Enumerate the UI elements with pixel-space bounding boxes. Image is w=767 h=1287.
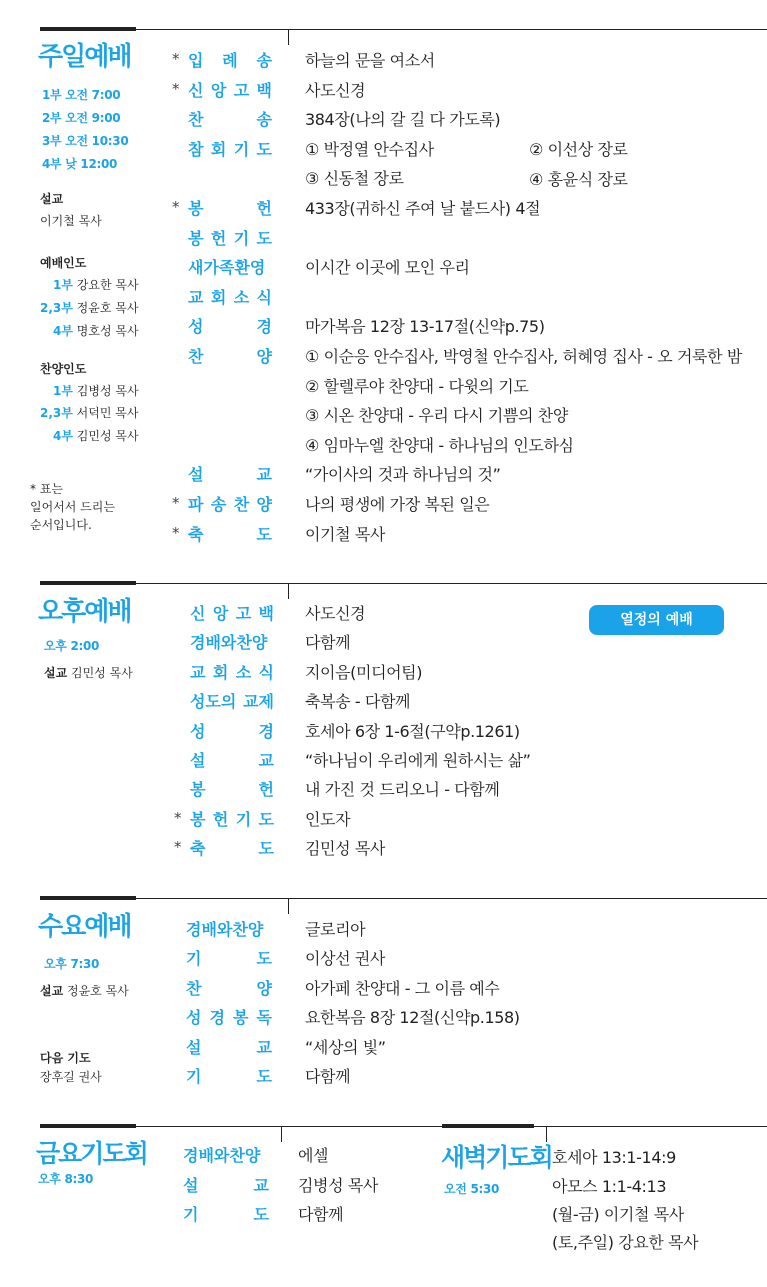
order-value: 다함께 xyxy=(305,633,351,653)
order-value: 이기철 목사 xyxy=(305,524,385,544)
friday-title: 금요기도회 xyxy=(36,1139,147,1168)
order-value: 김민성 목사 xyxy=(305,839,385,859)
leader-heading: 예배인도 xyxy=(40,256,87,270)
order-label: 설 교 xyxy=(188,465,272,485)
order-value: “세상의 빛” xyxy=(305,1037,386,1057)
section-rule xyxy=(136,29,767,30)
repent-right-2: ④ 홍윤식 장로 xyxy=(529,170,628,189)
order-label: 경배와찬양 xyxy=(190,633,268,653)
sunday-time-4: 4부 낮 12:00 xyxy=(42,157,118,171)
order-value: 다함께 xyxy=(305,1067,351,1086)
order-label: 파 송 찬 양 xyxy=(188,495,272,514)
section-rule xyxy=(136,583,767,584)
section-rule xyxy=(136,1126,442,1127)
next-prayer-heading: 다음 기도 xyxy=(40,1051,91,1065)
section-tick xyxy=(281,1126,282,1142)
order-value: 인도자 xyxy=(305,809,351,829)
note-line: 순서입니다. xyxy=(30,518,92,532)
order-label: 경배와찬양 xyxy=(183,1146,261,1165)
praise-item: 1부 김병성 목사 xyxy=(53,384,139,398)
repent-right-1: ② 이선상 장로 xyxy=(529,140,628,159)
order-label: 축 도 xyxy=(190,839,274,859)
leader-item: 2,3부 정윤호 목사 xyxy=(40,301,139,315)
order-value: ③ 신동철 장로 xyxy=(305,169,404,189)
order-value: 호세아 6장 1-6절(구약p.1261) xyxy=(305,721,520,741)
order-label: 설 교 xyxy=(190,751,274,770)
sunday-title: 주일예배 xyxy=(38,42,131,72)
wednesday-title: 수요예배 xyxy=(38,912,131,942)
section-rule-thick xyxy=(40,1124,136,1128)
section-rule-thick xyxy=(442,1124,534,1128)
sunday-time-2: 2부 오전 9:00 xyxy=(42,111,121,125)
dawn-line: 아모스 1:1-4:13 xyxy=(552,1177,667,1196)
next-prayer-name: 장후길 권사 xyxy=(40,1070,102,1084)
section-tick xyxy=(288,898,289,914)
order-label: 축 도 xyxy=(188,524,272,544)
order-label: 성 경 xyxy=(188,317,272,337)
standing-mark: * xyxy=(172,523,180,542)
order-label: 기 도 xyxy=(186,949,272,969)
friday-time: 오후 8:30 xyxy=(38,1172,94,1186)
order-label: 봉 헌 기 도 xyxy=(190,809,274,829)
passion-worship-badge: 열정의 예배 xyxy=(589,605,724,635)
order-value: “하나님이 우리에게 원하시는 삶” xyxy=(305,751,531,770)
standing-mark: * xyxy=(172,494,180,512)
order-label: 찬 송 xyxy=(188,110,272,130)
afternoon-title: 오후예배 xyxy=(38,597,131,627)
order-value: 384장(나의 갈 길 다 가도록) xyxy=(305,110,501,130)
wednesday-time: 오후 7:30 xyxy=(44,957,100,971)
order-label: 봉 헌 xyxy=(190,780,274,800)
afternoon-sermon: 설교 김민성 목사 xyxy=(44,666,133,680)
order-value: “가이사의 것과 하나님의 것” xyxy=(305,465,501,485)
order-value: 글로리아 xyxy=(305,920,366,939)
order-label: 교 회 소 식 xyxy=(188,287,272,307)
section-rule xyxy=(534,1126,767,1127)
order-label: 신 앙 고 백 xyxy=(188,80,272,100)
order-label: 성도의 교제 xyxy=(190,692,274,712)
standing-mark: * xyxy=(172,198,180,216)
order-label: 교 회 소 식 xyxy=(190,662,274,682)
praise-item: 2,3부 서덕민 목사 xyxy=(40,406,139,420)
order-label: 신 앙 고 백 xyxy=(190,604,274,623)
standing-mark: * xyxy=(174,838,182,857)
order-label: 찬 양 xyxy=(188,347,272,366)
order-value: 아가페 찬양대 - 그 이름 예수 xyxy=(305,978,500,998)
leader-item: 1부 강요한 목사 xyxy=(53,278,139,292)
order-value: 지이음(미디어팀) xyxy=(305,662,423,682)
order-value: ③ 시온 찬양대 - 우리 다시 기쁨의 찬양 xyxy=(305,406,568,426)
order-value: 사도신경 xyxy=(305,604,366,623)
order-label: 참 회 기 도 xyxy=(188,139,272,159)
order-value: 마가복음 12장 13-17절(신약p.75) xyxy=(305,317,545,337)
section-tick xyxy=(288,29,289,45)
order-label: 설 교 xyxy=(186,1037,272,1057)
order-label: 기 도 xyxy=(186,1067,272,1086)
dawn-line: 호세아 13:1-14:9 xyxy=(552,1148,676,1167)
order-value: 하늘의 문을 여소서 xyxy=(305,51,435,70)
section-rule-thick xyxy=(40,27,136,31)
order-value: 요한복음 8장 12절(신약p.158) xyxy=(305,1008,520,1028)
afternoon-time: 오후 2:00 xyxy=(44,639,100,653)
order-value: ① 이순응 안수집사, 박영철 안수집사, 허혜영 집사 - 오 거룩한 밤 xyxy=(305,347,742,366)
order-value: 축복송 - 다함께 xyxy=(305,692,411,712)
dawn-line: (월-금) 이기철 목사 xyxy=(552,1205,684,1224)
wednesday-sermon: 설교 정윤호 목사 xyxy=(40,984,129,998)
sermon-heading: 설교 xyxy=(40,192,64,206)
order-value: 에셀 xyxy=(298,1146,329,1165)
praise-heading: 찬양인도 xyxy=(40,362,87,376)
section-rule xyxy=(136,898,767,899)
section-rule-thick xyxy=(40,581,136,585)
sermon-name: 이기철 목사 xyxy=(40,214,102,228)
order-label: 기 도 xyxy=(183,1205,269,1224)
order-label: 봉 헌 xyxy=(188,199,272,218)
praise-item: 4부 김민성 목사 xyxy=(53,429,139,443)
order-label: 경배와찬양 xyxy=(186,920,264,939)
standing-mark: * xyxy=(172,50,180,68)
order-value: ④ 임마누엘 찬양대 - 하나님의 인도하심 xyxy=(305,435,574,455)
sunday-time-3: 3부 오전 10:30 xyxy=(42,134,129,148)
order-value: ② 할렐루야 찬양대 - 다윗의 기도 xyxy=(305,376,529,396)
section-tick xyxy=(288,583,289,599)
dawn-line: (토,주일) 강요한 목사 xyxy=(552,1233,699,1252)
leader-item: 4부 명호성 목사 xyxy=(53,324,139,338)
order-value: 내 가진 것 드리오니 - 다함께 xyxy=(305,780,500,800)
order-label: 봉 헌 기 도 xyxy=(188,228,272,248)
order-value: ① 박정열 안수집사 xyxy=(305,139,434,159)
order-value: 사도신경 xyxy=(305,80,366,100)
dawn-title: 새벽기도회 xyxy=(441,1143,552,1172)
order-value: 이시간 이곳에 모인 우리 xyxy=(305,258,470,278)
sunday-time-1: 1부 오전 7:00 xyxy=(42,88,121,102)
order-label: 성 경 xyxy=(190,721,274,741)
note-line: * 표는 xyxy=(30,482,63,496)
order-label: 설 교 xyxy=(183,1175,269,1195)
order-label: 성 경 봉 독 xyxy=(186,1008,272,1028)
standing-mark: * xyxy=(172,79,180,98)
dawn-time: 오전 5:30 xyxy=(444,1182,500,1196)
order-label: 입 례 송 xyxy=(188,51,272,70)
note-line: 일어서서 드리는 xyxy=(30,500,115,514)
order-value: 나의 평생에 가장 복된 일은 xyxy=(305,495,490,514)
order-value: 433장(귀하신 주여 날 붙드사) 4절 xyxy=(305,199,541,218)
order-value: 김병성 목사 xyxy=(298,1175,378,1195)
order-label: 새가족환영 xyxy=(188,258,266,278)
order-value: 이상선 권사 xyxy=(305,949,385,969)
standing-mark: * xyxy=(174,808,182,827)
order-label: 찬 양 xyxy=(186,978,272,998)
order-value: 다함께 xyxy=(298,1205,344,1224)
section-rule-thick xyxy=(40,896,136,900)
standing-note xyxy=(30,480,115,534)
